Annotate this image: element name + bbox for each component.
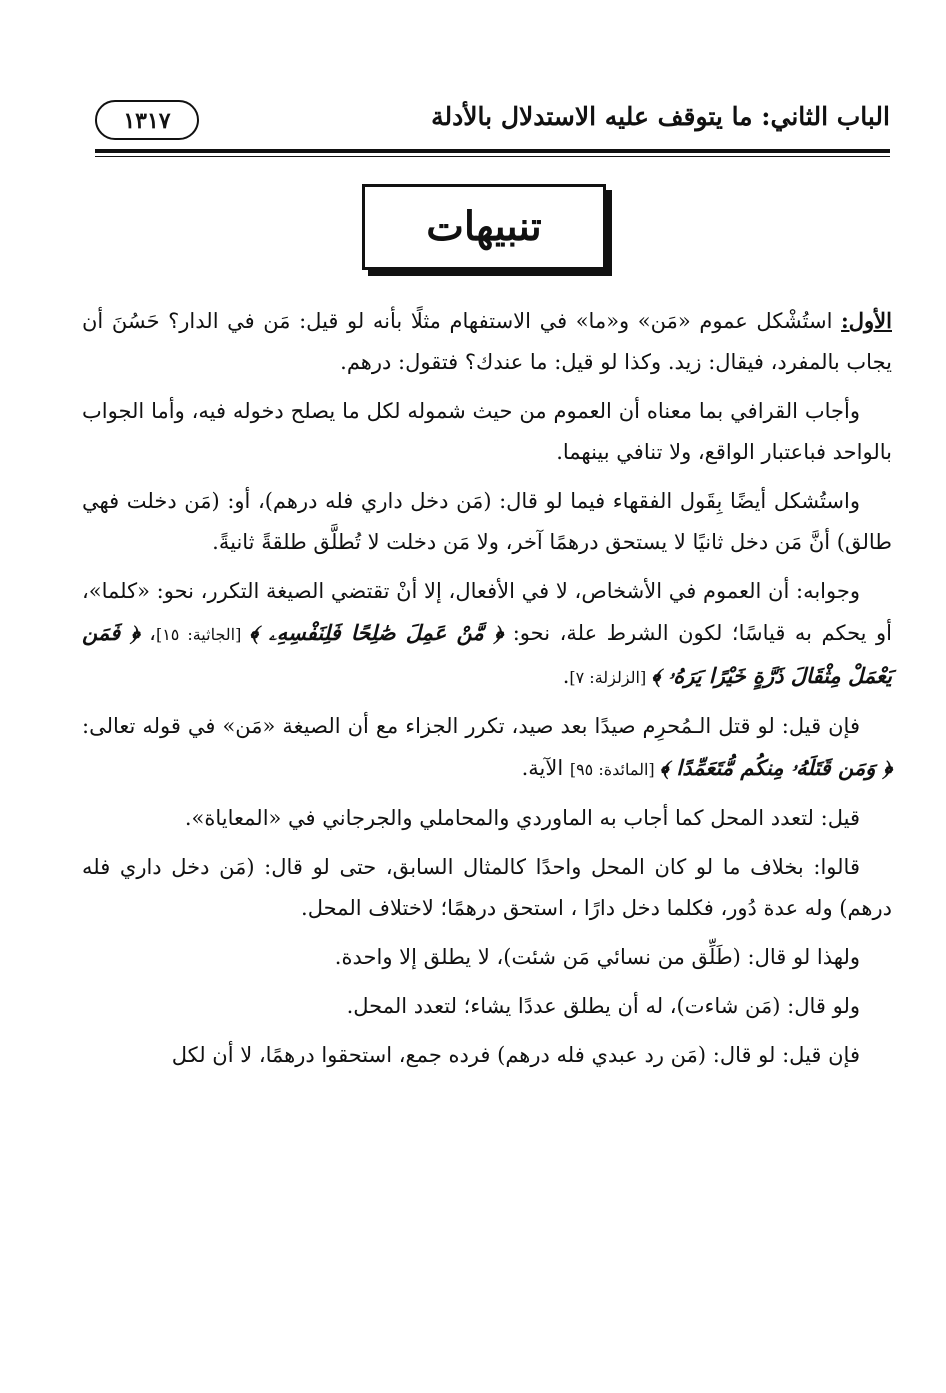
page-number-badge: ١٣١٧ <box>95 100 199 140</box>
chapter-title: الباب الثاني: ما يتوقف عليه الاستدلال بالأدلة <box>431 102 890 131</box>
paragraph-text: فإن قيل: لو قال: (مَن رد عبدي فله درهم) فرده جمع، استحقوا درهمًا، لا أن لكل <box>171 1043 860 1067</box>
paragraph-text: ، <box>139 621 156 645</box>
paragraph-1 <box>82 300 892 383</box>
paragraph-8 <box>82 937 892 978</box>
paragraph-5 <box>82 706 892 790</box>
paragraph-text: ولهذا لو قال: (طَلِّق من نسائي مَن شئت)، لا يطلق إلا واحدة. <box>334 945 860 969</box>
quran-verse: ﴿ وَمَن قَتَلَهُۥ مِنكُم مُّتَعَمِّدًا ﴾ <box>659 755 892 780</box>
paragraph-text: قيل: لتعدد المحل كما أجاب به الماوردي والمحاملي والجرجاني في «المعاياة». <box>184 806 860 830</box>
section-title-box <box>362 184 606 270</box>
section-title: تنبيهات <box>426 203 542 250</box>
paragraph-lead: الأول: <box>841 308 892 333</box>
paragraph-9 <box>82 986 892 1027</box>
paragraph-text: قالوا: بخلاف ما لو كان المحل واحدًا كالمثال السابق، حتى لو قال: (مَن دخل داري فله درهم) وله عدة دُور، فكلما دخل دارًا ، استحق درهمًا؛ لاختلاف المحل. <box>82 855 892 920</box>
quran-verse: ﴿ مَّنْ عَمِلَ صَٰلِحًا فَلِنَفْسِهِۦ ﴾ <box>249 620 504 645</box>
paragraph-2 <box>82 391 892 473</box>
header-rule-thin <box>95 156 890 157</box>
paragraph-text: الآية. <box>521 756 570 780</box>
verse-reference: [الزلزلة: ٧] <box>569 668 652 687</box>
verse-reference: [الجاثية: ١٥] <box>155 625 250 644</box>
paragraph-text: استُشْكل عموم «مَن» و«ما» في الاستفهام مثلًا بأنه لو قيل: مَن في الدار؟ حَسُنَ أن يجاب بالمفرد، فيقال: زيد. وكذا لو قيل: ما عندك؟ فتقول: درهم. <box>82 309 892 374</box>
verse-reference: [المائدة: ٩٥] <box>569 760 660 779</box>
paragraph-4 <box>82 571 892 698</box>
running-header <box>95 100 890 144</box>
paragraph-text: فإن قيل: لو قتل الـمُحرِم صيدًا بعد صيد، تكرر الجزاء مع أن الصيغة «مَن» في قوله تعالى: <box>82 714 860 738</box>
body-text <box>82 300 892 1370</box>
quran-verse: ﴿ فَمَن يَعْمَلْ مِثْقَالَ ذَرَّةٍ خَيْرًا يَرَهُۥ ﴾ <box>82 620 892 688</box>
paragraph-text: ولو قال: (مَن شاءت)، له أن يطلق عددًا يشاء؛ لتعدد المحل. <box>346 994 860 1018</box>
paragraph-10 <box>82 1035 892 1076</box>
paragraph-text: واستُشكل أيضًا بِقَول الفقهاء فيما لو قال: (مَن دخل داري فله درهم)، أو: (مَن دخلت فهي طالق) أنَّ مَن دخل ثانيًا لا يستحق درهمًا آخر، ولا مَن دخلت لا تُطلَّق طلقةً ثانيةً. <box>82 489 892 554</box>
paragraph-6 <box>82 798 892 839</box>
paragraph-7 <box>82 847 892 929</box>
paragraph-text: وأجاب القرافي بما معناه أن العموم من حيث شموله لكل ما يصلح دخوله فيه، وأما الجواب بالواحد فباعتبار الواقع، ولا تنافي بينهما. <box>82 399 892 464</box>
paragraph-text: وجوابه: أن العموم في الأشخاص، لا في الأفعال، إلا أنْ تقتضي الصيغة التكرر، نحو: «كلما»، أو يحكم به قياسًا؛ لكون الشرط علة، نحو: <box>82 579 893 645</box>
paragraph-text: . <box>562 664 570 688</box>
header-rule-thick <box>95 149 890 153</box>
paragraph-3 <box>82 481 892 563</box>
